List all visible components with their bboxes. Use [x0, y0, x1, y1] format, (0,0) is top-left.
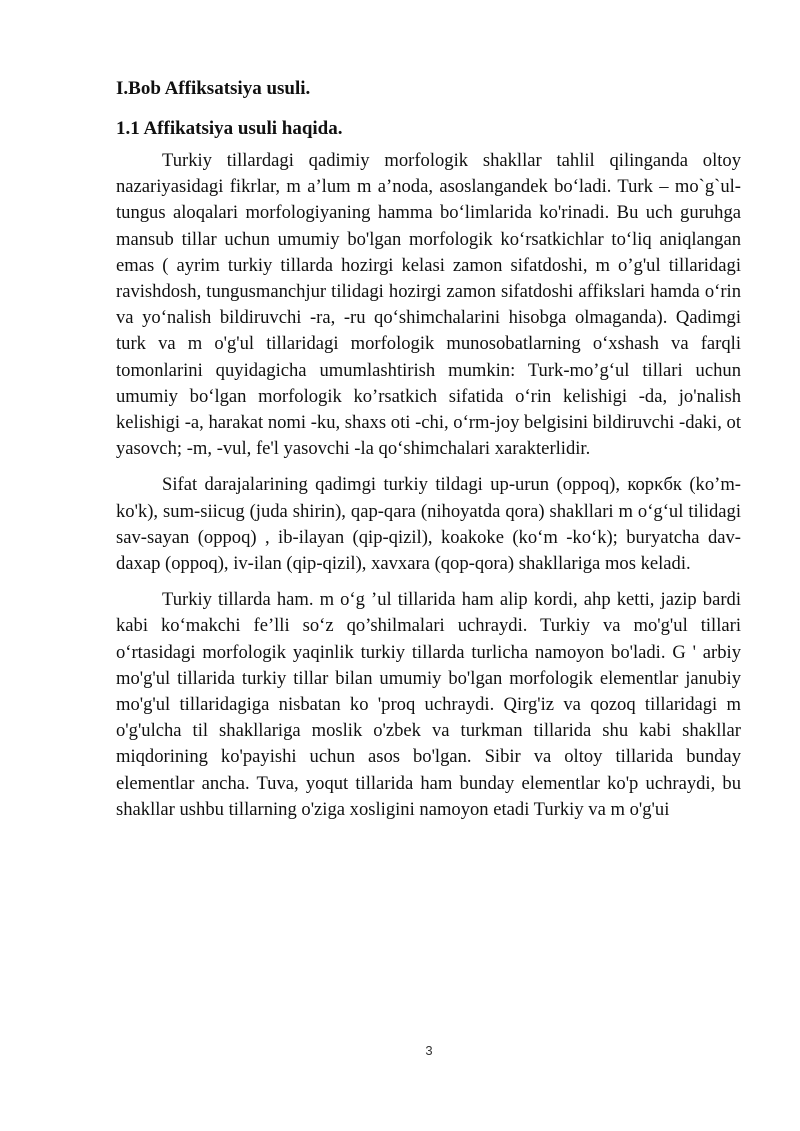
paragraph-2: Sifat darajalarining qadimgi turkiy tildagi up-urun (oppoq), корκбк (ko’m-ko'k), sum-siicug (juda shirin), qap-qara (nihoyatda qora) shakllari m o‘g‘ul tilidagi sav-sayan (oppoq) , ib-ilayan (qip-qizil), koakoke (ko‘m -ko‘k); buryatcha dav-daxap (oppoq), iv-ilan (qip-qizil), xavxara (qop-qora) shakllariga mos keladi.: [116, 474, 741, 575]
paragraph-3: Turkiy tillarda ham. m o‘g ’ul tillarida ham alip kordi, ahp ketti, jazip bardi kabi ko‘makchi fe’lli so‘z qo’shilmalari uchraydi. Turkiy va mo'g'ul tillari o‘rtasidagi morfologik yaqinlik turkiy tillarda turlicha namoyon bo'ladi. G ' arbiy mo'g'ul tillarida turkiy tillar bilan umumiy bo'lgan morfologik elementlar janubiy mo'g'ul tillaridagiga nisbatan ko 'proq uchraydi. Qirg'iz va qozoq tillaridagi m o'g'ulcha til shakllariga moslik o'zbek va turkman tillarida shu kabi shakllar miqdorining ko'payishi uchun asos bo'lgan. Sibir va oltoy tillarida bunday elementlar ancha. Tuva, yoqut tillarida ham bunday elementlar ko'p uchraydi, bu shakllar ushbu tillarning o'ziga xosligini namoyon etadi Turkiy va m o'g'ui: [116, 589, 741, 820]
chapter-title: I.Bob Affiksatsiya usuli.: [116, 78, 311, 99]
section-title: 1.1 Affikatsiya usuli haqida.: [116, 118, 343, 139]
document-page: [116, 76, 741, 833]
page-number: 3: [425, 1043, 433, 1058]
paragraph-1: Turkiy tillardagi qadimiy morfologik shakllar tahlil qilinganda oltoy nazariyasidagi fikrlar, m a’lum m a’noda, asoslangandek bo‘ladi. Turk – mo`g`ul-tungus aloqalari morfologiyaning hamma bo‘limlarida ko'rinadi. Bu uch guruhga mansub tillar uchun umumiy bo'lgan morfologik ko‘rsatkichlar to‘liq aniqlangan emas ( ayrim turkiy tillarda hozirgi kelasi zamon sifatdoshi, m o’g'ul tillaridagi ravishdosh, tungusmanchjur tilidagi hozirgi zamon sifatdoshi affikslari hamda o‘rin va yo‘nalish bildiruvchi -ra, -ru qo‘shimchalarini hisobga olmaganda). Qadimgi turk va m o'g'ul tillaridagi morfologik munosobatlarning o‘xshash va farqli tomonlarini quyidagicha umumlashtirish mumkin: Turk-mo’g‘ul tillari uchun umumiy bo‘lgan morfologik ko’rsatkich sifatida o‘rin kelishigi -da, jo'nalish kelishigi -a, harakat nomi -ku, shaxs oti -chi, o‘rm-joy belgisini bildiruvchi -daki, ot yasovch; -m, -vul, fe'l yasovchi -la qo‘shimchalari xarakterlidir.: [116, 150, 741, 460]
